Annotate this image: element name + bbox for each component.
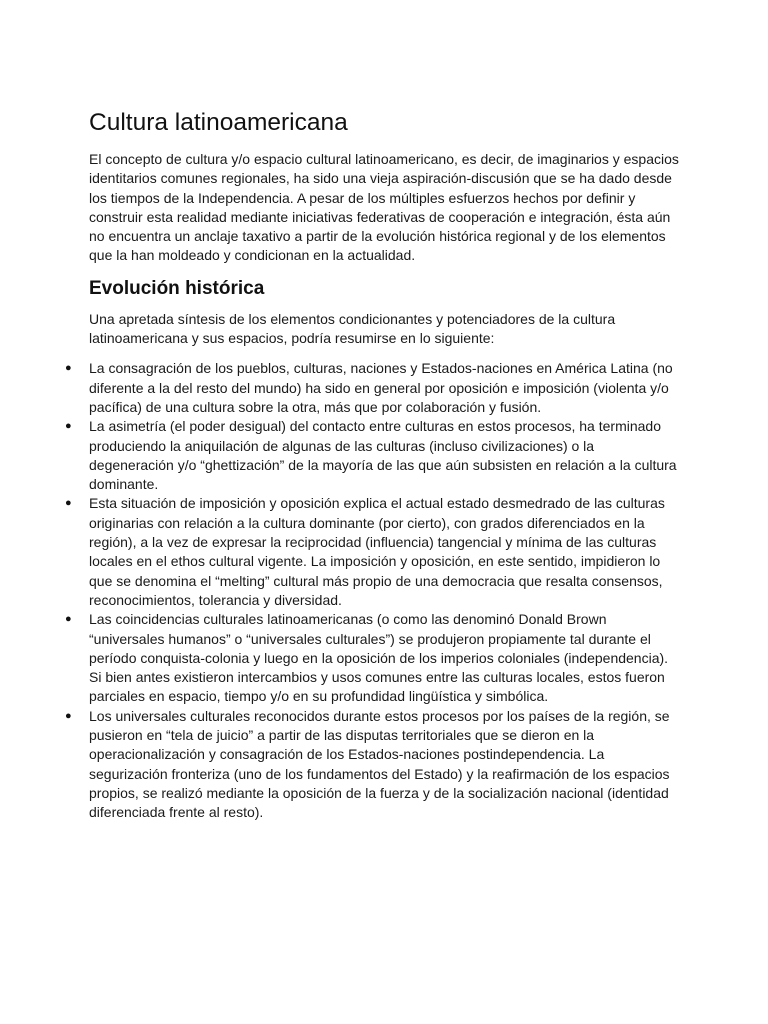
- bullet-list: [65, 359, 681, 822]
- list-item-text: La consagración de los pueblos, culturas, naciones y Estados-naciones en América Latina (no diferente a la del resto del mundo) ha sido en general por oposición e imposición (violenta y/o pacífica) de una cultura sobre la otra, más que por colaboración y fusión.: [89, 360, 673, 415]
- list-item: [65, 494, 681, 610]
- list-item-text: Las coincidencias culturales latinoamericanas (o como las denominó Donald Brown “universales humanos” o “universales culturales”) se produjeron propiamente tal durante el período conquista-colonia y luego en la oposición de los imperios coloniales (independencia). Si bien antes existieron intercambios y usos comunes entre las culturas locales, estos fueron parciales en espacio, tiempo y/o en su profundidad lingüística y simbólica.: [89, 611, 669, 705]
- bullet-icon: ●: [65, 497, 72, 510]
- bullet-icon: ●: [65, 613, 72, 626]
- list-item-text: La asimetría (el poder desigual) del contacto entre culturas en estos procesos, ha terminado produciendo la aniquilación de algunas de las culturas (incluso civilizaciones) o la degeneración y/o “ghettización” de la mayoría de las que aún subsisten en relación a la cultura dominante.: [89, 418, 677, 493]
- section-lead-paragraph: Una apretada síntesis de los elementos condicionantes y potenciadores de la cultura latinoamericana y sus espacios, podría resumirse en lo siguiente:: [89, 310, 616, 347]
- list-item: [65, 610, 681, 706]
- bullet-icon: ●: [65, 420, 72, 433]
- list-item: [65, 417, 681, 494]
- page-title: Cultura latinoamericana: [89, 109, 348, 136]
- list-item-text: Esta situación de imposición y oposición explica el actual estado desmedrado de las culturas originarias con relación a la cultura dominante (por cierto), con grados diferenciados en la región), a la vez de expresar la reciprocidad (influencia) tangencial y mínima de las culturas locales en el ethos cultural vigente. La imposición y oposición, en este sentido, impidieron lo que se denomina el “melting” cultural más propio de una democracia que resalta consensos, reconocimientos, tolerancia y diversidad.: [89, 495, 665, 608]
- bullet-icon: ●: [65, 362, 72, 375]
- document-body: [65, 108, 681, 823]
- list-item-text: Los universales culturales reconocidos durante estos procesos por los países de la región, se pusieron en “tela de juicio” a partir de las disputas territoriales que se dieron en la operacionalización y consagración de los Estados-naciones postindependencia. La segurización fronteriza (uno de los fundamentos del Estado) y la reafirmación de los espacios propios, se realizó mediante la oposición de la fuerza y de la socialización nacional (identidad diferenciada frente al resto).: [89, 707, 670, 821]
- list-item: [65, 359, 681, 417]
- section-heading: Evolución histórica: [89, 277, 265, 299]
- bullet-icon: ●: [65, 709, 72, 722]
- intro-paragraph: El concepto de cultura y/o espacio cultural latinoamericano, es decir, de imaginarios y espacios identitarios comunes regionales, ha sido una vieja aspiración-discusión que se ha dado desde los tiempos de la Independencia. A pesar de los múltiples esfuerzos hechos por definir y construir esta realidad mediante iniciativas federativas de cooperación e integración, ésta aún no encuentra un anclaje taxativo a partir de la evolución histórica regional y de los elementos que la han moldeado y condicionan en la actualidad.: [89, 151, 679, 264]
- list-item: [65, 707, 681, 823]
